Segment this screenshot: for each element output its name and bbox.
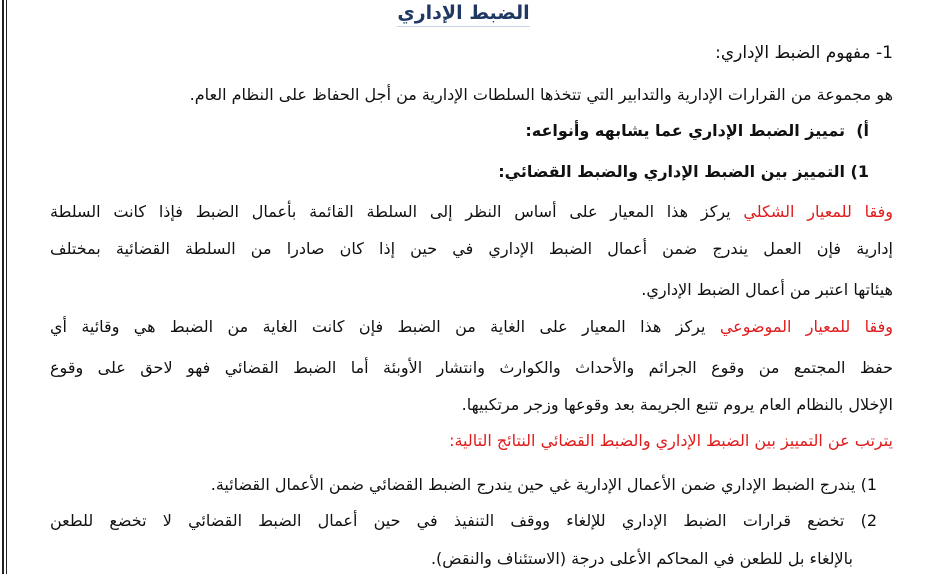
definition: هو مجموعة من القرارات الإدارية والتدابير التي تتخذها السلطات الإدارية من أجل الحفاظ على النظام العام.: [189, 85, 893, 104]
item-heading: 1) التمييز بين الضبط الإداري والضبط القضائي:: [498, 162, 869, 181]
result-item: 2) تخضع قرارات الضبط الإداري للإلغاء ووقف التنفيذ في حين أعمال الضبط القضائي لا تخضع للطعن: [50, 511, 877, 530]
objective-criterion-line: الإخلال بالنظام العام يروم تتبع الجريمة بعد وقوعها وزجر مرتكبيها.: [461, 395, 893, 414]
page-title: الضبط الإداري: [0, 2, 927, 24]
formal-criterion-line: إدارية فإن العمل يندرج ضمن أعمال الضبط الإداري في حين إذا كان صادرا من السلطة القضائية بمختلف: [50, 239, 893, 258]
result-item: 1) يندرج الضبط الإداري ضمن الأعمال الإدارية غي حين يندرج الضبط القضائي ضمن الأعمال القضائية.: [210, 475, 877, 494]
objective-criterion-line: حفظ المجتمع من وقوع الجرائم والأحداث والكوارث وانتشار الأوبئة أما الضبط القضائي فهو لاحق على وقوع: [50, 358, 893, 377]
section-heading: 1- مفهوم الضبط الإداري:: [715, 43, 893, 63]
result-item-continuation: بالإلغاء بل للطعن في المحاكم الأعلى درجة (الاستئناف والنقض).: [430, 549, 853, 568]
objective-criterion-line: وفقا للمعيار الموضوعي يركز هذا المعيار على الغاية من الضبط فإن كانت الغاية من الضبط هي وقائية أي: [50, 317, 894, 336]
formal-criterion-line: هيئاتها اعتبر من أعمال الضبط الإداري.: [641, 280, 893, 299]
subsection-heading: أ) تمييز الضبط الإداري عما يشابهه وأنواعه:: [525, 121, 869, 140]
page-border: [2, 0, 4, 574]
page-border-inner: [6, 0, 7, 574]
results-heading: يترتب عن التمييز بين الضبط الإداري والضبط القضائي النتائج التالية:: [449, 431, 893, 450]
formal-criterion-line: وفقا للمعيار الشكلي يركز هذا المعيار على أساس النظر إلى السلطة القائمة بأعمال الضبط فإذا كانت السلطة: [50, 202, 893, 221]
